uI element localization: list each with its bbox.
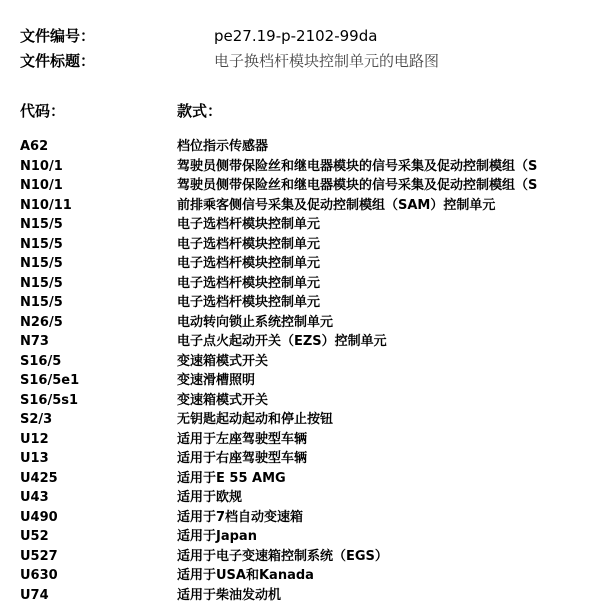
component-style: 适用于电子变速箱控制系统（EGS） xyxy=(177,548,388,564)
doc-title-value: 电子换档杆模块控制单元的电路图 xyxy=(214,52,440,70)
style-column-header: 款式： xyxy=(177,102,223,120)
component-code: U425 xyxy=(20,470,58,486)
component-code: S16/5s1 xyxy=(20,392,79,408)
list-item xyxy=(0,586,605,605)
list-item xyxy=(0,352,605,371)
list-item xyxy=(0,137,605,156)
doc-number-value: pe27.19-p-2102-99da xyxy=(214,27,378,45)
component-code: N10/11 xyxy=(20,197,72,213)
list-item xyxy=(0,332,605,351)
list-item xyxy=(0,508,605,527)
component-code: N15/5 xyxy=(20,275,63,291)
component-code: U527 xyxy=(20,548,58,564)
doc-title-label: 文件标题： xyxy=(20,52,96,70)
component-style: 电子选档杆模块控制单元 xyxy=(177,256,321,271)
component-style: 电子点火起动开关（EZS）控制单元 xyxy=(177,334,387,349)
list-item xyxy=(0,391,605,410)
component-style: 适用于左座驾驶型车辆 xyxy=(177,431,308,447)
component-code: U490 xyxy=(20,509,58,525)
list-item xyxy=(0,527,605,546)
list-item xyxy=(0,547,605,566)
component-code: N15/5 xyxy=(20,256,63,271)
component-code: S16/5e1 xyxy=(20,373,80,388)
component-code: N10/1 xyxy=(20,178,63,193)
list-item xyxy=(0,566,605,585)
list-item xyxy=(0,176,605,195)
code-column-header: 代码： xyxy=(20,102,66,120)
component-code: N15/5 xyxy=(20,217,63,232)
list-item xyxy=(0,449,605,468)
component-style: 适用于E 55 AMG xyxy=(177,470,286,486)
component-style: 前排乘客侧信号采集及促动控制模组（SAM）控制单元 xyxy=(177,197,496,213)
list-item xyxy=(0,274,605,293)
list-item xyxy=(0,293,605,312)
list-item xyxy=(0,313,605,332)
component-style: 电动转向锁止系统控制单元 xyxy=(177,314,334,330)
list-item xyxy=(0,430,605,449)
component-style: 变速箱模式开关 xyxy=(177,392,269,408)
component-code: U12 xyxy=(20,431,49,447)
component-code: N26/5 xyxy=(20,314,63,330)
component-code: U630 xyxy=(20,568,58,583)
component-code: A62 xyxy=(20,139,49,154)
component-style: 档位指示传感器 xyxy=(177,139,269,154)
component-code: U52 xyxy=(20,529,49,544)
list-item xyxy=(0,410,605,429)
component-style: 无钥匙起动起动和停止按钮 xyxy=(177,412,334,427)
component-style: 适用于欧规 xyxy=(177,490,243,505)
list-item xyxy=(0,469,605,488)
list-item xyxy=(0,488,605,507)
component-style: 电子选档杆模块控制单元 xyxy=(177,217,321,232)
component-style: 电子选档杆模块控制单元 xyxy=(177,295,321,310)
component-code: N73 xyxy=(20,334,49,349)
component-code: S16/5 xyxy=(20,353,62,369)
component-style: 适用于USA和Kanada xyxy=(177,568,314,583)
list-item xyxy=(0,371,605,390)
component-style: 驾驶员侧带保险丝和继电器模块的信号采集及促动控制模组（S xyxy=(177,158,538,174)
component-style: 变速箱模式开关 xyxy=(177,353,269,369)
component-code: U13 xyxy=(20,451,49,466)
component-code: N15/5 xyxy=(20,236,63,252)
component-style: 适用于Japan xyxy=(177,529,257,544)
list-item xyxy=(0,196,605,215)
component-style: 电子选档杆模块控制单元 xyxy=(177,236,321,252)
component-code: N10/1 xyxy=(20,158,63,174)
component-style: 适用于右座驾驶型车辆 xyxy=(177,451,308,466)
component-code: U43 xyxy=(20,490,49,505)
component-code: S2/3 xyxy=(20,412,53,427)
list-item xyxy=(0,215,605,234)
list-item xyxy=(0,235,605,254)
list-item xyxy=(0,157,605,176)
component-style: 适用于柴油发动机 xyxy=(177,587,282,603)
list-item xyxy=(0,254,605,273)
component-code: U74 xyxy=(20,587,49,603)
component-code: N15/5 xyxy=(20,295,63,310)
component-style: 变速滑槽照明 xyxy=(177,373,256,388)
doc-number-label: 文件编号： xyxy=(20,27,96,45)
component-style: 适用于7档自动变速箱 xyxy=(177,509,304,525)
component-style: 驾驶员侧带保险丝和继电器模块的信号采集及促动控制模组（S xyxy=(177,178,538,193)
component-style: 电子选档杆模块控制单元 xyxy=(177,275,321,291)
